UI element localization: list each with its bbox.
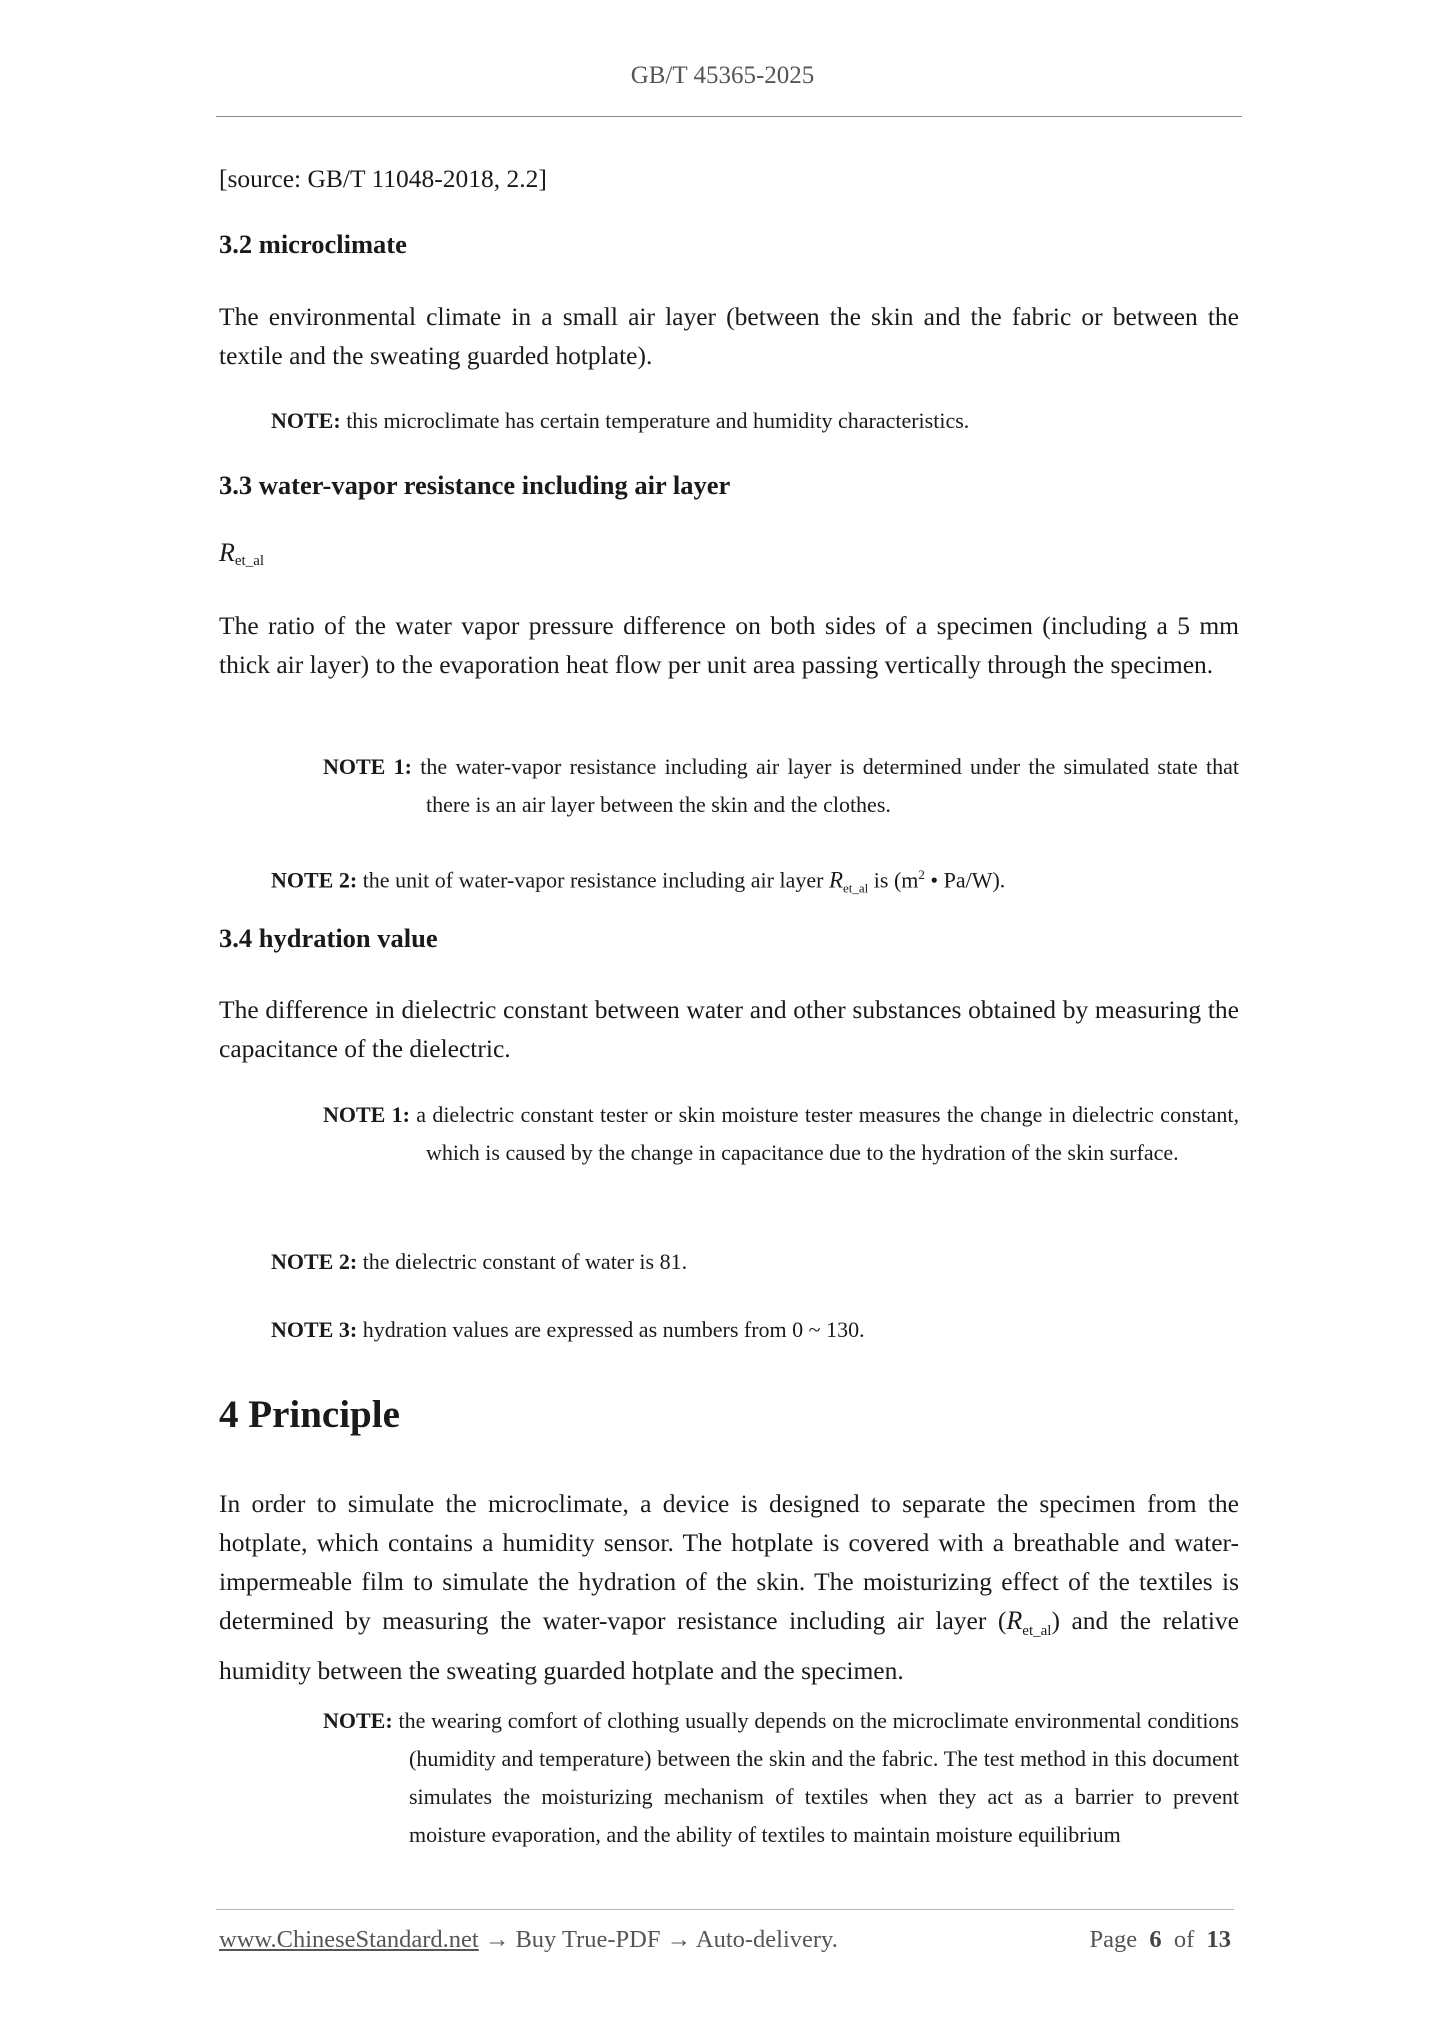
of-label: of	[1173, 1926, 1195, 1953]
note-label: NOTE 2:	[271, 1249, 358, 1274]
section-3-3-definition: The ratio of the water vapor pressure difference on both sides of a specimen (including a 5 mm thick air layer) to the evaporation heat flow per unit area passing vertically through the specimen.	[219, 611, 1239, 679]
note-text: the unit of water-vapor resistance including air layer	[362, 867, 824, 893]
symbol-subscript: et_al	[843, 880, 869, 896]
section-3-4-note-3	[219, 1311, 1239, 1349]
note-text: the water-vapor resistance including air layer is determined under the simulated state that there is an air layer between the skin and the clothes.	[420, 754, 1239, 817]
document-code-header: GB/T 45365-2025	[630, 62, 815, 89]
source-citation: [source: GB/T 11048-2018, 2.2]	[219, 164, 547, 193]
note-text: the dielectric constant of water is 81.	[362, 1249, 688, 1274]
section-3-3-heading: 3.3 water-vapor resistance including air layer	[219, 470, 731, 500]
page-number	[1089, 1926, 1231, 1954]
section-3-4-heading: 3.4 hydration value	[219, 923, 438, 953]
note-label: NOTE 1:	[323, 754, 412, 779]
page-footer	[219, 1926, 1231, 1954]
section-3-2-heading: 3.2 microclimate	[219, 229, 407, 259]
note-label: NOTE 2:	[271, 867, 358, 893]
total-pages: 13	[1206, 1926, 1231, 1953]
note-label: NOTE:	[323, 1708, 393, 1733]
section-3-2-note	[219, 402, 1239, 440]
page-label: Page	[1089, 1926, 1138, 1953]
note-text: this microclimate has certain temperature and humidity characteristics.	[346, 408, 970, 433]
symbol-subscript: et_al	[1022, 1623, 1052, 1640]
section-3-3-note-2	[219, 856, 1239, 908]
section-3-3-symbol	[219, 538, 1239, 570]
footer-divider	[216, 1909, 1234, 1910]
section-3-4-note-1	[271, 1096, 1239, 1172]
website-link[interactable]: www.ChineseStandard.net	[219, 1926, 479, 1953]
note-text: the wearing comfort of clothing usually depends on the microclimate environmental conditions (humidity and temperature) between the skin and the fabric. The test method in this document simulates the moisturizing mechanism of textiles when they act as a barrier to prevent moisture evaporation, and the ability of textiles to maintain moisture equilibrium	[398, 1708, 1239, 1847]
symbol-r: R	[1006, 1606, 1023, 1635]
section-4-note	[271, 1702, 1239, 1854]
auto-delivery-text: Auto-delivery.	[695, 1926, 838, 1953]
section-4-heading: 4 Principle	[219, 1393, 400, 1436]
note-text: hydration values are expressed as numbers from 0 ~ 130.	[362, 1317, 865, 1342]
section-3-4-definition: The difference in dielectric constant between water and other substances obtained by measuring the capacitance of the dielectric.	[219, 995, 1239, 1063]
header-divider	[216, 116, 1242, 117]
buy-true-pdf-text: Buy True-PDF	[515, 1926, 661, 1953]
paragraph-text-tail: ) and the relative humidity between the sweating guarded hotplate and the specimen.	[219, 1606, 1239, 1686]
current-page: 6	[1149, 1926, 1162, 1953]
section-3-4-note-2	[219, 1243, 1239, 1281]
section-3-2-definition: The environmental climate in a small air layer (between the skin and the fabric or between the textile and the sweating guarded hotplate).	[219, 302, 1239, 370]
unit-text: is (m	[873, 867, 919, 893]
arrow-icon: →	[478, 1926, 516, 1953]
symbol-r: R	[828, 867, 844, 893]
unit-text-tail: • Pa/W).	[924, 867, 1006, 893]
note-label: NOTE 1:	[323, 1102, 410, 1127]
symbol-subscript: et_al	[234, 553, 265, 570]
unit-exponent: 2	[918, 867, 925, 882]
arrow-icon: →	[660, 1926, 696, 1953]
note-text: a dielectric constant tester or skin moisture tester measures the change in dielectric constant, which is caused by the change in capacitance due to the hydration of the skin surface.	[416, 1102, 1239, 1165]
note-label: NOTE:	[271, 408, 341, 433]
note-label: NOTE 3:	[271, 1317, 358, 1342]
symbol-r: R	[219, 538, 235, 567]
section-3-3-note-1	[271, 748, 1239, 824]
paragraph-text: In order to simulate the microclimate, a device is designed to separate the specimen from the hotplate, which contains a humidity sensor. The hotplate is covered with a breathable and water-impermeable film to simulate the hydration of the skin. The moisturizing effect of the textiles is determined by measuring the water-vapor resistance including air layer (	[219, 1489, 1239, 1635]
section-4-paragraph	[219, 1484, 1239, 1690]
